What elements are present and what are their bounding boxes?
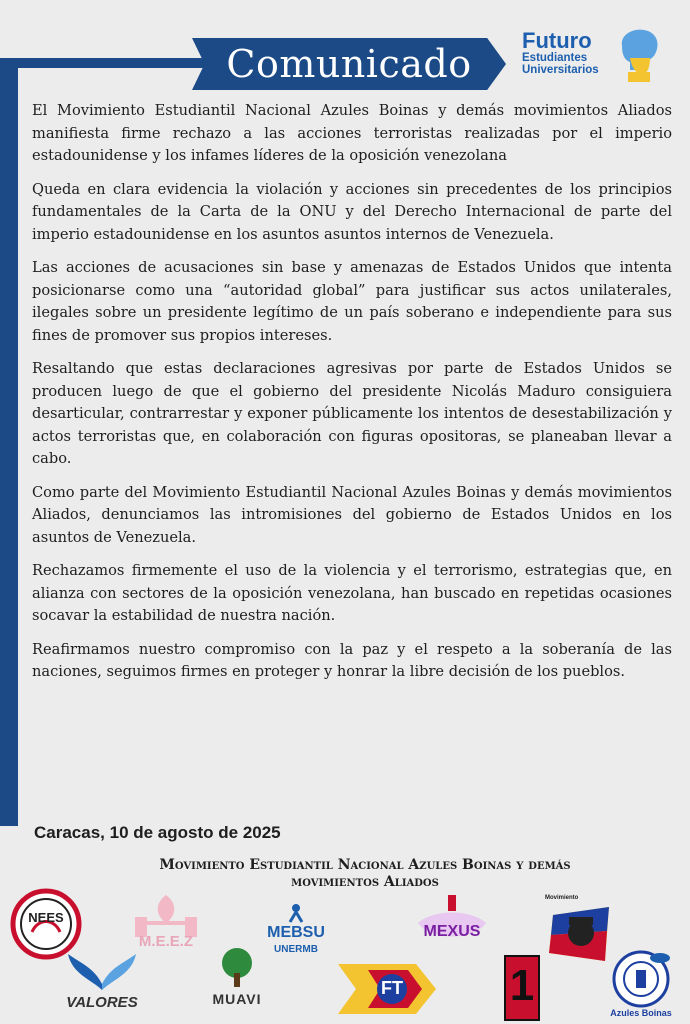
number-one-label: 1 [509, 961, 535, 1010]
futuro-logo-line1: Estudiantes [522, 52, 588, 64]
che-label: Movimiento [545, 895, 579, 901]
number-one-logo [504, 955, 540, 1021]
futuro-logo-subtitle [522, 52, 599, 76]
university-seal-icon [608, 950, 674, 1008]
unerm-label: UNERMB [274, 944, 318, 955]
ft-logo [338, 960, 438, 1018]
signature [60, 857, 670, 891]
tree-icon [204, 947, 270, 989]
paragraph: Resaltando que estas declaraciones agresivas por parte de Estados Unidos se producen luego de que el gobierno del presidente Nicolás Maduro consiguiera desarticular, contrarrestar y exponer públicamente los intentos de desestabilización y actos terroristas que, en colaboración con figuras opositoras, se planeaban llevar a cabo. [32, 360, 672, 467]
paragraph: Reafirmamos nuestro compromiso con la paz y el respeto a la soberanía de las naciones, seguimos firmes en proteger y honrar la libre decisión de los pueblos. [32, 640, 672, 680]
paragraph: Queda en clara evidencia la violación y acciones sin precedentes de los principios fundamentales de la Carta de la ONU y del Derecho Internacional de parte del imperio estadounidense en los asuntos asuntos internos de Venezuela. [32, 180, 672, 243]
bolivar-head-icon [616, 28, 660, 84]
futuro-logo-name: Futuro [522, 28, 592, 53]
mebsu-figure-icon [256, 902, 336, 924]
mexus-logo [414, 893, 490, 963]
paragraph: Rechazamos firmemente el uso de la violencia y el terrorismo, estrategias que, en alianza con sectores de la oposición venezolana, han buscado en repetidas ocasiones socavar la estabilidad de nuestra nación. [32, 562, 672, 624]
paragraph: Como parte del Movimiento Estudiantil Nacional Azules Boinas y demás movimientos Aliados, denunciamos las intromisiones del gobierno de Estados Unidos en los asuntos de Venezuela. [32, 483, 672, 546]
azules-boinas-logo [608, 950, 674, 1022]
valores-label: VALORES [66, 994, 138, 1011]
futuro-logo-line2: Universitarios [522, 64, 599, 76]
meez-label: M.E.E.Z [138, 933, 194, 950]
top-accent-bar [0, 58, 210, 68]
dateline: Caracas, 10 de agosto de 2025 [34, 823, 281, 842]
nees-label: NEES [28, 910, 64, 925]
azules-boinas-label: Azules Boinas [610, 1008, 672, 1018]
left-accent-bar [0, 58, 18, 826]
signature-line2: movimientos Aliados [291, 874, 439, 890]
communique-body [32, 100, 672, 695]
mebsu-label: MEBSU [267, 924, 325, 941]
signature-line1: Movimiento Estudiantil Nacional Azules Boinas y demás [159, 857, 571, 873]
che-logo [545, 895, 617, 967]
mexus-label: MEXUS [423, 923, 481, 940]
page-title: Comunicado [226, 42, 472, 86]
muavi-logo [204, 947, 270, 1019]
valores-wings-icon [62, 950, 142, 994]
ft-label: FT [381, 978, 403, 998]
che-portrait-icon [545, 895, 617, 967]
paragraph: El Movimiento Estudiantil Nacional Azules Boinas y demás movimientos Aliados manifiesta firme rechazo a las acciones terroristas realizadas por el imperio estadounidense y los infames líderes de la oposición venezolana [32, 102, 672, 164]
paragraph: Las acciones de acusaciones sin base y amenazas de Estados Unidos que intenta posicionarse como una “autoridad global” para justificar sus actos unilaterales, ilegales sobre un presidente legítimo de un país soberano e independiente para sus fines de promover sus propios intereses. [32, 259, 672, 344]
valores-logo [62, 950, 142, 1020]
muavi-label: MUAVI [212, 991, 262, 1007]
futuro-logo [522, 28, 662, 88]
